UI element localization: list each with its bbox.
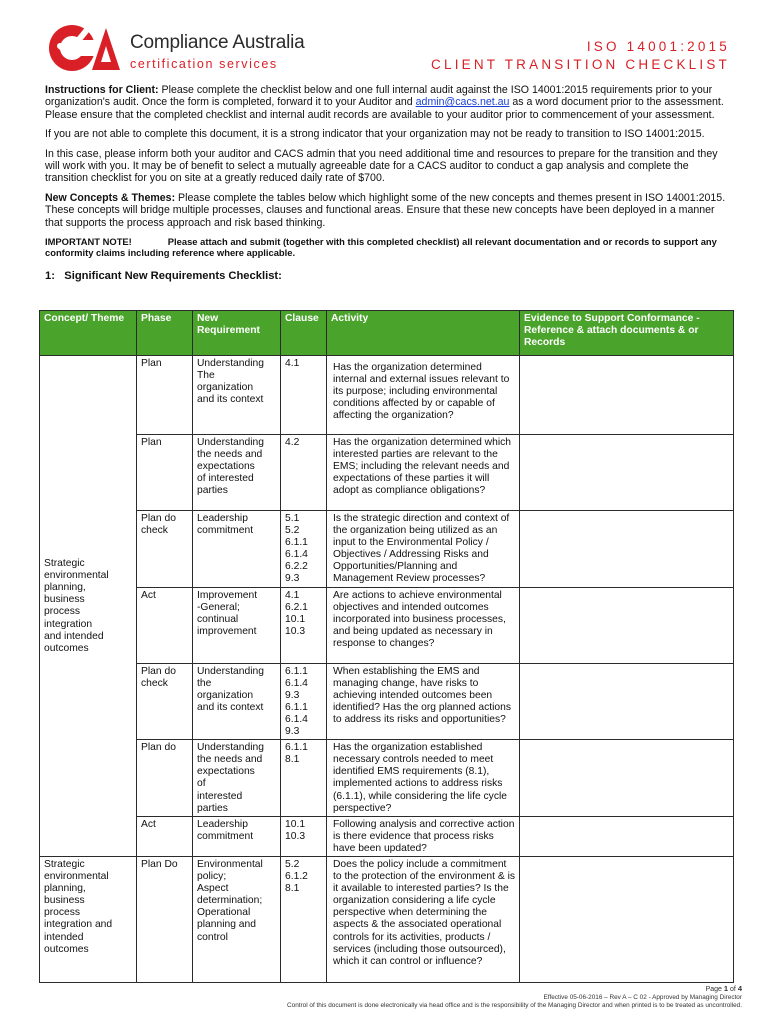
table-row: [40, 740, 734, 817]
concept-cell: Strategic environmental planning, business process integration and intended outcomes: [40, 856, 137, 982]
clause-cell: 10.1 10.3: [281, 816, 327, 856]
important-note-text: Please attach and submit (together with this completed checklist) all relevant documentation and or records to support any conformity claims including reference where applicable.: [45, 236, 717, 259]
new-concepts-label: New Concepts & Themes:: [45, 191, 176, 204]
clause-cell: 4.1: [281, 356, 327, 435]
phase-cell: Plan do check: [137, 663, 193, 740]
activity-cell: Is the strategic direction and context of the organization being utilized as an input to the Environmental Policy / Objectives / Addressing Risks and Opportunities/Planning and Management Review processes?: [327, 511, 520, 588]
clause-cell: 4.1 6.2.1 10.1 10.3: [281, 587, 327, 663]
concept-cell: Strategic environmental planning, business process integration and intended outcomes: [40, 356, 137, 857]
table-row: [40, 356, 734, 435]
phase-cell: Plan: [137, 356, 193, 435]
table-row: [40, 435, 734, 511]
instructions-text-2: as a word document prior to the assessment. Please ensure that the completed checklist and internal audit records are available to your auditor prior to commencement of your assessment.: [45, 96, 724, 121]
column-header-evidence: Evidence to Support Conformance - Reference & attach documents & or Records: [520, 311, 734, 356]
phase-cell: Plan do: [137, 740, 193, 817]
admin-email-link[interactable]: admin@cacs.net.au: [415, 96, 510, 109]
page-footer: [287, 985, 742, 1011]
evidence-input-cell[interactable]: [520, 587, 734, 663]
activity-cell: Has the organization determined which interested parties are relevant to the EMS; including the relevant needs and expectations of these parties it will adopt as compliance obligations?: [327, 435, 520, 511]
evidence-input-cell[interactable]: [520, 435, 734, 511]
requirement-cell: Leadership commitment: [193, 816, 281, 856]
clause-cell: 6.1.1 8.1: [281, 740, 327, 817]
important-note-label: IMPORTANT NOTE!: [45, 236, 132, 248]
evidence-input-cell[interactable]: [520, 816, 734, 856]
company-logo: [46, 22, 305, 74]
evidence-input-cell[interactable]: [520, 663, 734, 740]
requirement-cell: Leadership commitment: [193, 511, 281, 588]
clause-cell: 5.1 5.2 6.1.1 6.1.4 6.2.2 9.3: [281, 511, 327, 588]
table-row: [40, 663, 734, 740]
activity-cell: Are actions to achieve environmental objectives and intended outcomes incorporated into business processes, and being updated as necessary in response to changes?: [327, 587, 520, 663]
phase-cell: Plan Do: [137, 856, 193, 982]
document-control-line: Control of this document is done electronically via head office and is the responsibility of the Managing Director and when printed is to be treated as uncontrolled.: [287, 1002, 742, 1010]
title-checklist: CLIENT TRANSITION CHECKLIST: [431, 57, 730, 72]
column-header-requirement: New Requirement: [193, 311, 281, 356]
evidence-input-cell[interactable]: [520, 356, 734, 435]
instructions-text-1: Please complete the checklist below and one full internal audit against the ISO 14001:2015 requirements prior to your organization's audit. Once the form is completed, forward it to your Auditor and: [45, 84, 713, 109]
section-title: Significant New Requirements Checklist:: [64, 270, 282, 283]
instructions-body: [45, 84, 733, 288]
phase-cell: Plan: [137, 435, 193, 511]
instructions-paragraph: [45, 84, 733, 121]
title-standard: ISO 14001:2015: [586, 39, 730, 54]
important-note: [45, 236, 733, 258]
clause-cell: 5.2 6.1.2 8.1: [281, 856, 327, 982]
requirement-cell: Understanding the organization and its context: [193, 663, 281, 740]
activity-cell: Following analysis and corrective action is there evidence that process risks have been updated?: [327, 816, 520, 856]
phase-cell: Act: [137, 816, 193, 856]
evidence-input-cell[interactable]: [520, 511, 734, 588]
page-number: Page 1 of 4: [705, 984, 742, 993]
evidence-input-cell[interactable]: [520, 740, 734, 817]
not-ready-paragraph: If you are not able to complete this document, it is a strong indicator that your organization may not be ready to transition to ISO 14001:2015.: [45, 128, 705, 141]
company-name: Compliance Australia: [130, 32, 305, 53]
instructions-label: Instructions for Client:: [45, 84, 159, 96]
requirement-cell: Understanding the needs and expectations of interested parties: [193, 435, 281, 511]
section-heading: [45, 270, 733, 282]
table-row: [40, 587, 734, 663]
table-row: [40, 511, 734, 588]
company-tagline: certification services: [130, 57, 278, 71]
table-row: [40, 816, 734, 856]
requirement-cell: Environmental policy; Aspect determination; Operational planning and control: [193, 856, 281, 982]
section-number: 1:: [45, 270, 55, 283]
column-header-clause: Clause: [281, 311, 327, 356]
table-row: [40, 856, 734, 982]
gap-analysis-paragraph: In this case, please inform both your auditor and CACS admin that you need additional time and resources to prepare for the transition and they will work with you. It may be of benefit to select a mutually agreeable date for a CACS auditor to conduct a gap analysis and complete the transition checklist for you on site at a greatly reduced daily rate of $700.: [45, 147, 718, 185]
requirement-cell: Understanding the needs and expectations of interested parties: [193, 740, 281, 817]
phase-cell: Act: [137, 587, 193, 663]
column-header-concept: Concept/ Theme: [40, 311, 137, 356]
new-concepts-paragraph: [45, 192, 733, 229]
clause-cell: 6.1.1 6.1.4 9.3 6.1.1 6.1.4 9.3: [281, 663, 327, 740]
activity-cell: Does the policy include a commitment to the protection of the environment & is it available to interested parties? Is the organization considering a life cycle perspective when determining the aspects & the associated operational controls for its activities, products / services (including those outsourced), which it can control or influence?: [327, 856, 520, 982]
ca-logo-mark-icon: [46, 22, 126, 74]
requirement-cell: Understanding The organization and its context: [193, 356, 281, 435]
activity-cell: Has the organization established necessary controls needed to meet identified EMS requirements (8.1), implemented actions to address risks (6.1.1), while considering the life cycle perspective?: [327, 740, 520, 817]
evidence-input-cell[interactable]: [520, 856, 734, 982]
requirements-checklist-table: [39, 310, 734, 983]
column-header-activity: Activity: [327, 311, 520, 356]
requirement-cell: Improvement -General; continual improvement: [193, 587, 281, 663]
clause-cell: 4.2: [281, 435, 327, 511]
table-header-row: [40, 311, 734, 356]
activity-cell: Has the organization determined internal and external issues relevant to its purpose; including environmental conditions affected by or capable of affecting the organization?: [327, 356, 520, 435]
document-title: [431, 38, 730, 74]
effective-date-line: Effective 05-06-2016 – Rev A – C 02 - Approved by Managing Director: [543, 994, 742, 1002]
column-header-phase: Phase: [137, 311, 193, 356]
phase-cell: Plan do check: [137, 511, 193, 588]
activity-cell: When establishing the EMS and managing change, have risks to achieving intended outcomes been identified? Has the org planned actions to address its risks and opportunities?: [327, 663, 520, 740]
new-concepts-text: Please complete the tables below which highlight some of the new concepts and themes present in ISO 14001:2015. These concepts will bridge multiple processes, clauses and functional areas. Ensure that these new concepts have been deployed in a manner that supports the process approach and risk based thinking.: [45, 191, 726, 229]
